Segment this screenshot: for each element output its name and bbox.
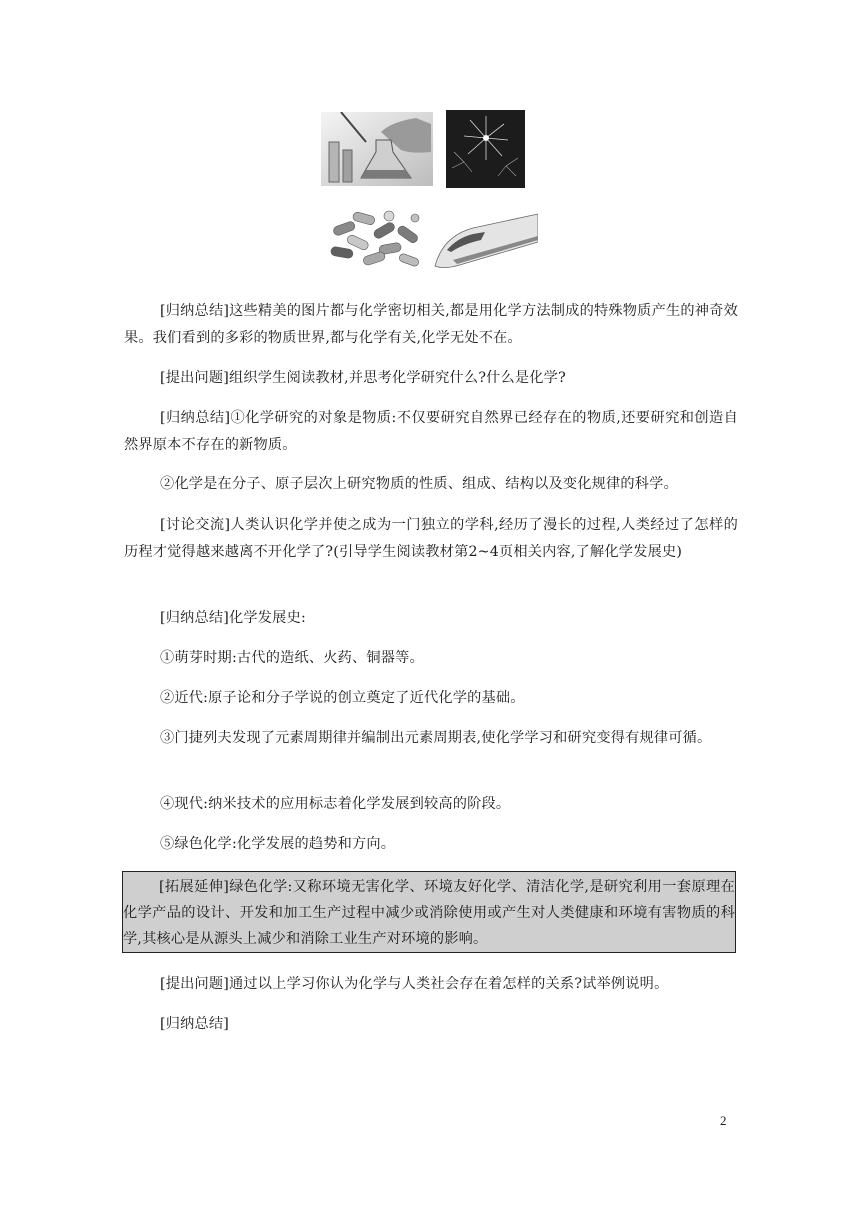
pills-image	[323, 204, 430, 272]
high-speed-train-image	[433, 206, 538, 272]
paragraph-history-3: ③门捷列夫发现了元素周期律并编制出元素周期表,使化学学习和研究变得有规律可循。	[160, 730, 712, 746]
paragraph-question-relationship: [提出问题]通过以上学习你认为化学与人类社会存在着怎样的关系?试举例说明。	[160, 976, 669, 992]
paragraph-question-what-is-chemistry: [提出问题]组织学生阅读教材,并思考化学研究什么?什么是化学?	[160, 370, 566, 386]
paragraph-definition: ②化学是在分子、原子层次上研究物质的性质、组成、结构以及变化规律的科学。	[160, 476, 678, 492]
paragraph-summary-object-of-study: [归纳总结]①化学研究的对象是物质:不仅要研究自然界已经存在的物质,还要研究和创造自然界原本不存在的新物质。	[124, 410, 738, 453]
page-number: 2	[720, 1113, 727, 1128]
paragraph-history-5: ⑤绿色化学:化学发展的趋势和方向。	[160, 836, 396, 852]
paragraph-history-1: ①萌芽时期:古代的造纸、火药、铜器等。	[160, 650, 424, 666]
fireworks-image	[446, 110, 525, 188]
extension-text: [拓展延伸]绿色化学:又称环境无害化学、环境友好化学、清洁化学,是研究利用一套原理在化学产品的设计、开发和加工生产过程中减少或消除使用或产生对人类健康和环境有害物质的科学,其核心是从源头上减少和消除工业生产对环境的影响。	[123, 879, 735, 947]
paragraph-history-heading: [归纳总结]化学发展史:	[160, 610, 306, 626]
paragraph-discussion: [讨论交流]人类认识化学并使之成为一门独立的学科,经历了漫长的过程,人类经过了怎样的历程才觉得越来越离不开化学了?(引导学生阅读教材第2~4页相关内容,了解化学发展史)	[124, 517, 738, 560]
lab-glassware-image	[321, 112, 433, 186]
paragraph-summary-images: [归纳总结]这些精美的图片都与化学密切相关,都是用化学方法制成的特殊物质产生的神奇效果。我们看到的多彩的物质世界,都与化学有关,化学无处不在。	[124, 303, 738, 346]
paragraph-history-4: ④现代:纳米技术的应用标志着化学发展到较高的阶段。	[160, 796, 511, 812]
paragraph-final-summary: [归纳总结]	[160, 1016, 230, 1032]
paragraph-history-2: ②近代:原子论和分子学说的创立奠定了近代化学的基础。	[160, 690, 525, 706]
extension-box	[122, 871, 736, 953]
